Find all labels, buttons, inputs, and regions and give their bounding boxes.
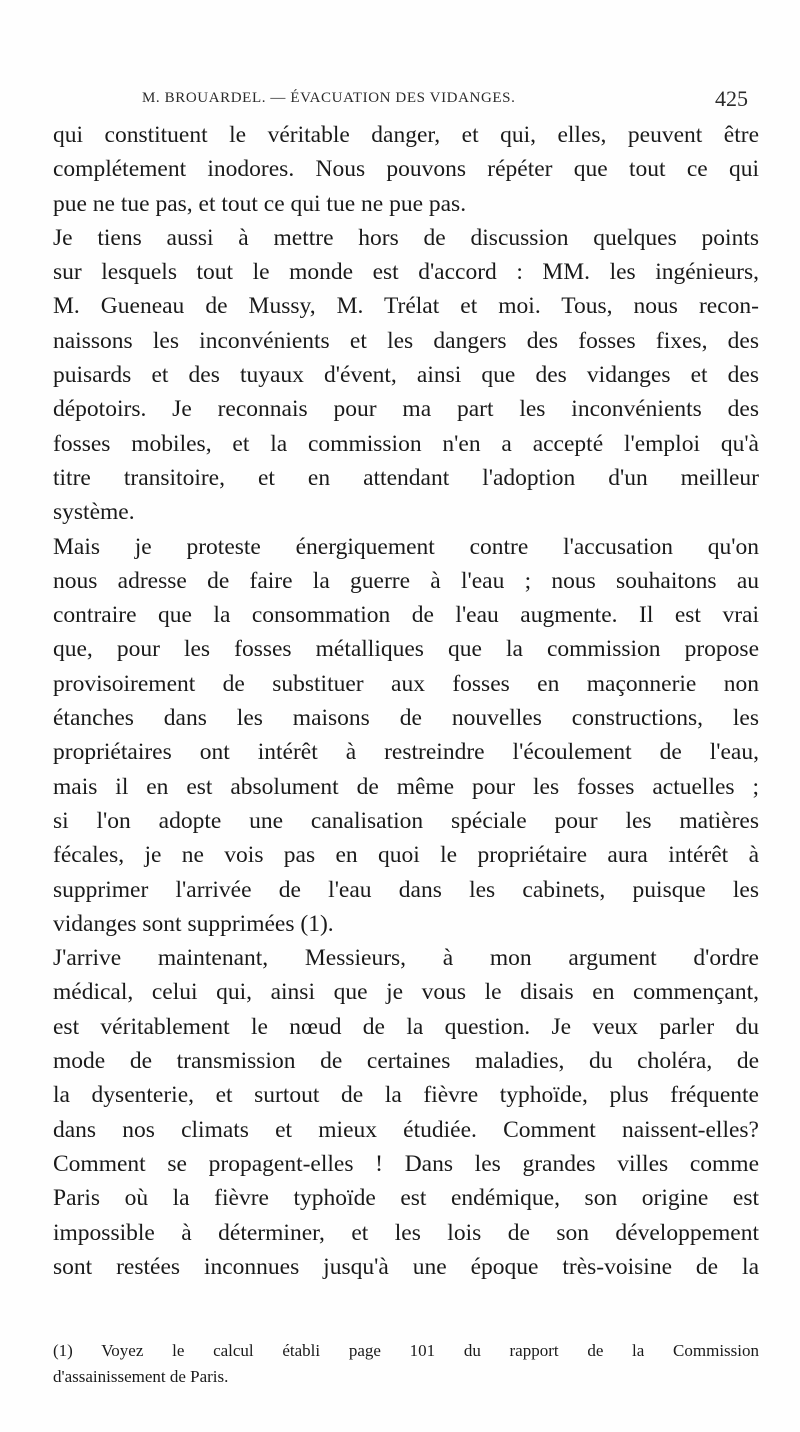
text-line: mais il en est absolument de même pour les fosses actuelles ; — [53, 773, 759, 800]
text-line: contraire que la consommation de l'eau augmente. Il est vrai — [53, 602, 759, 629]
text-line: sur lesquels tout le monde est d'accord : MM. les ingénieurs, — [53, 259, 759, 286]
running-title: M. BROUARDEL. — ÉVACUATION DES VIDANGES. — [142, 90, 516, 106]
text-line: complétement inodores. Nous pouvons répéter que tout ce qui — [53, 156, 759, 183]
text-line: propriétaires ont intérêt à restreindre l'écoulement de l'eau, — [53, 739, 759, 766]
text-line: qui constituent le véritable danger, et qui, elles, peuvent être — [53, 122, 759, 148]
text-line: Mais je proteste énergiquement contre l'accusation qu'on — [53, 533, 759, 560]
body-text — [53, 118, 759, 1284]
text-line: supprimer l'arrivée de l'eau dans les cabinets, puisque les — [53, 876, 759, 903]
text-line: si l'on adopte une canalisation spéciale pour les matières — [53, 807, 759, 834]
text-line: Paris où la fièvre typhoïde est endémique, son origine est — [53, 1185, 759, 1212]
running-head — [60, 86, 770, 114]
text-line: pue ne tue pas, et tout ce qui tue ne pue pas. — [53, 190, 467, 217]
text-line: dans nos climats et mieux étudiée. Comment naissent-elles? — [53, 1116, 759, 1143]
text-line: puisards et des tuyaux d'évent, ainsi que des vidanges et des — [53, 362, 759, 389]
text-line: mode de transmission de certaines maladies, du choléra, de — [53, 1048, 759, 1075]
text-line: J'arrive maintenant, Messieurs, à mon argument d'ordre — [53, 945, 759, 972]
text-line: la dysenterie, et surtout de la fièvre typhoïde, plus fréquente — [53, 1082, 759, 1109]
text-line: vidanges sont supprimées (1). — [53, 910, 334, 937]
text-line: est véritablement le nœud de la question. Je veux parler du — [53, 1013, 759, 1040]
text-line: M. Gueneau de Mussy, M. Trélat et moi. Tous, nous recon- — [53, 293, 759, 320]
page-number: 425 — [715, 86, 748, 111]
footnote — [53, 1338, 759, 1390]
text-line: provisoirement de substituer aux fosses en maçonnerie non — [53, 670, 759, 697]
text-line: impossible à déterminer, et les lois de son développement — [53, 1219, 759, 1246]
text-line: étanches dans les maisons de nouvelles constructions, les — [53, 705, 759, 732]
footnote-line: (1) Voyez le calcul établi page 101 du rapport de la Commission — [53, 1341, 759, 1360]
text-line: Je tiens aussi à mettre hors de discussion quelques points — [53, 224, 759, 251]
text-line: sont restées inconnues jusqu'à une époque très-voisine de la — [53, 1253, 759, 1280]
text-line: dépotoirs. Je reconnais pour ma part les inconvénients des — [53, 396, 759, 423]
text-line: nous adresse de faire la guerre à l'eau ; nous souhaitons au — [53, 567, 759, 594]
text-line: fécales, je ne vois pas en quoi le propriétaire aura intérêt à — [53, 842, 759, 869]
text-line: titre transitoire, et en attendant l'adoption d'un meilleur — [53, 464, 759, 491]
text-line: que, pour les fosses métalliques que la commission propose — [53, 636, 759, 663]
text-line: médical, celui qui, ainsi que je vous le disais en commençant, — [53, 979, 759, 1006]
text-line: naissons les inconvénients et les dangers des fosses fixes, des — [53, 327, 759, 354]
footnote-line: d'assainissement de Paris. — [53, 1367, 229, 1386]
text-line: fosses mobiles, et la commission n'en a accepté l'emploi qu'à — [53, 430, 759, 457]
text-line: système. — [53, 499, 135, 526]
text-line: Comment se propagent-elles ! Dans les grandes villes comme — [53, 1150, 759, 1177]
